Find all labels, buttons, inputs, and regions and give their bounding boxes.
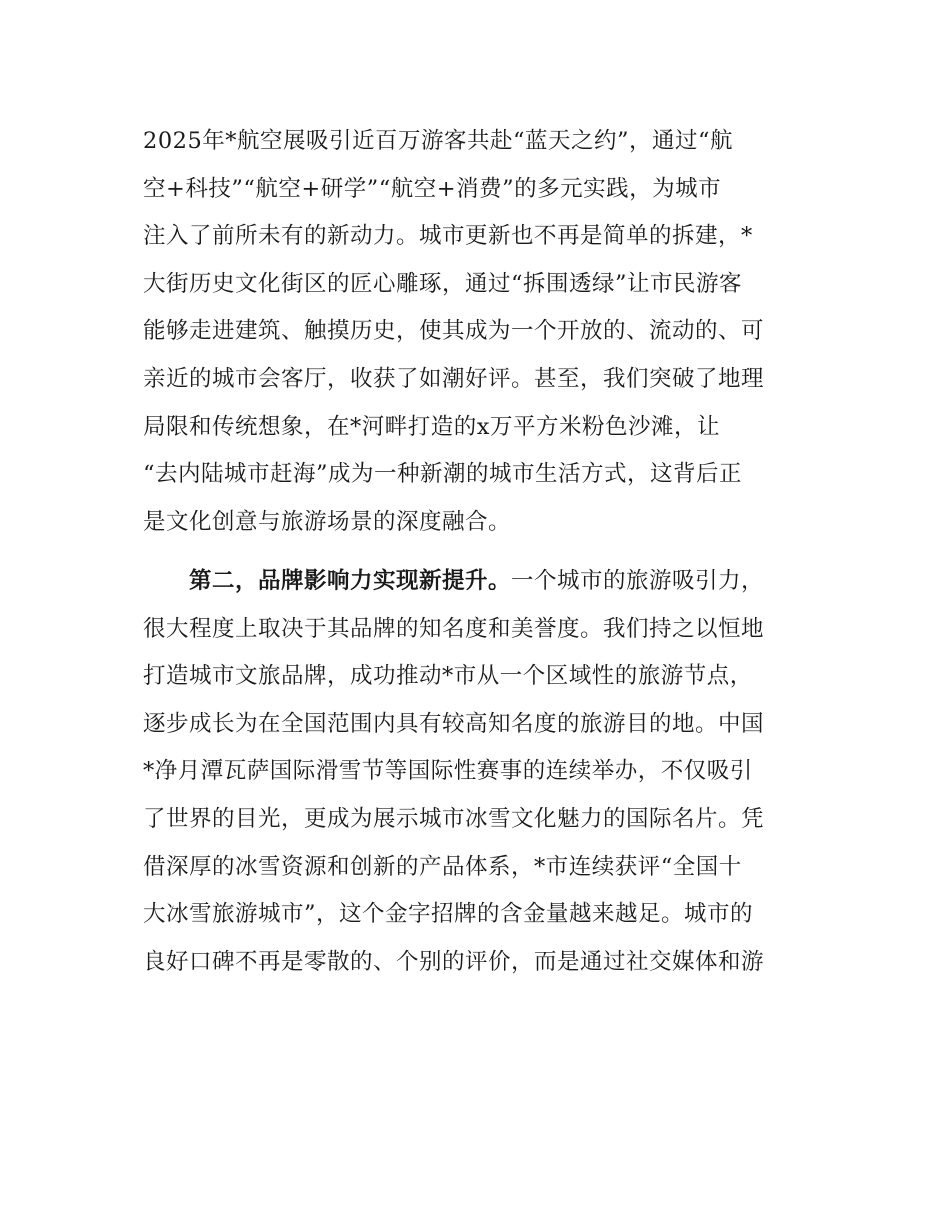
text-line: 是文化创意与旅游场景的深度融合。 [143,508,512,535]
text-line: 2025年*航空展吸引近百万游客共赴“蓝天之约”，通过“航 [143,128,734,154]
text-line: 借深厚的冰雪资源和创新的产品体系，*市连续获评“全国十 [143,853,742,880]
text-line: 空+科技”“航空+研学”“航空+消费”的多元实践，为城市 [143,175,722,202]
body-paragraph-2 [143,558,813,986]
text-line-first [143,558,813,606]
text-line: 打造城市文旅品牌，成功推动*市从一个区域性的旅游节点， [143,663,753,690]
text-line: 很大程度上取决于其品牌的知名度和美誉度。我们持之以恒地 [143,615,765,642]
text-line: “去内陆城市赶海”成为一种新潮的城市生活方式，这背后正 [143,461,743,488]
text-line: 大街历史文化街区的匠心雕琢，通过“拆围透绿”让市民游客 [143,270,743,297]
text-line: 逐步成长为在全国范围内具有较高知名度的旅游目的地。中国 [143,710,765,737]
text-line: 亲近的城市会客厅，收获了如潮好评。甚至，我们突破了地理 [143,365,765,392]
section-heading-lead: 第二，品牌影响力实现新提升。 [189,568,512,594]
text-line: *净月潭瓦萨国际滑雪节等国际性赛事的连续举办，不仅吸引 [143,758,753,785]
text-line: 大冰雪旅游城市”，这个金字招牌的含金量越来越足。城市的 [143,901,754,928]
body-paragraph-1 [143,118,813,546]
text-run: 一个城市的旅游吸引力， [511,568,765,594]
text-line: 了世界的目光，更成为展示城市冰雪文化魅力的国际名片。凭 [143,805,765,832]
text-line: 局限和传统想象，在*河畔打造的x万平方米粉色沙滩，让 [143,413,720,440]
text-line: 能够走进建筑、触摸历史，使其成为一个开放的、流动的、可 [143,318,765,345]
text-line: 良好口碑不再是零散的、个别的评价，而是通过社交媒体和游 [143,948,765,975]
text-line: 注入了前所未有的新动力。城市更新也不再是简单的拆建，* [143,223,753,250]
